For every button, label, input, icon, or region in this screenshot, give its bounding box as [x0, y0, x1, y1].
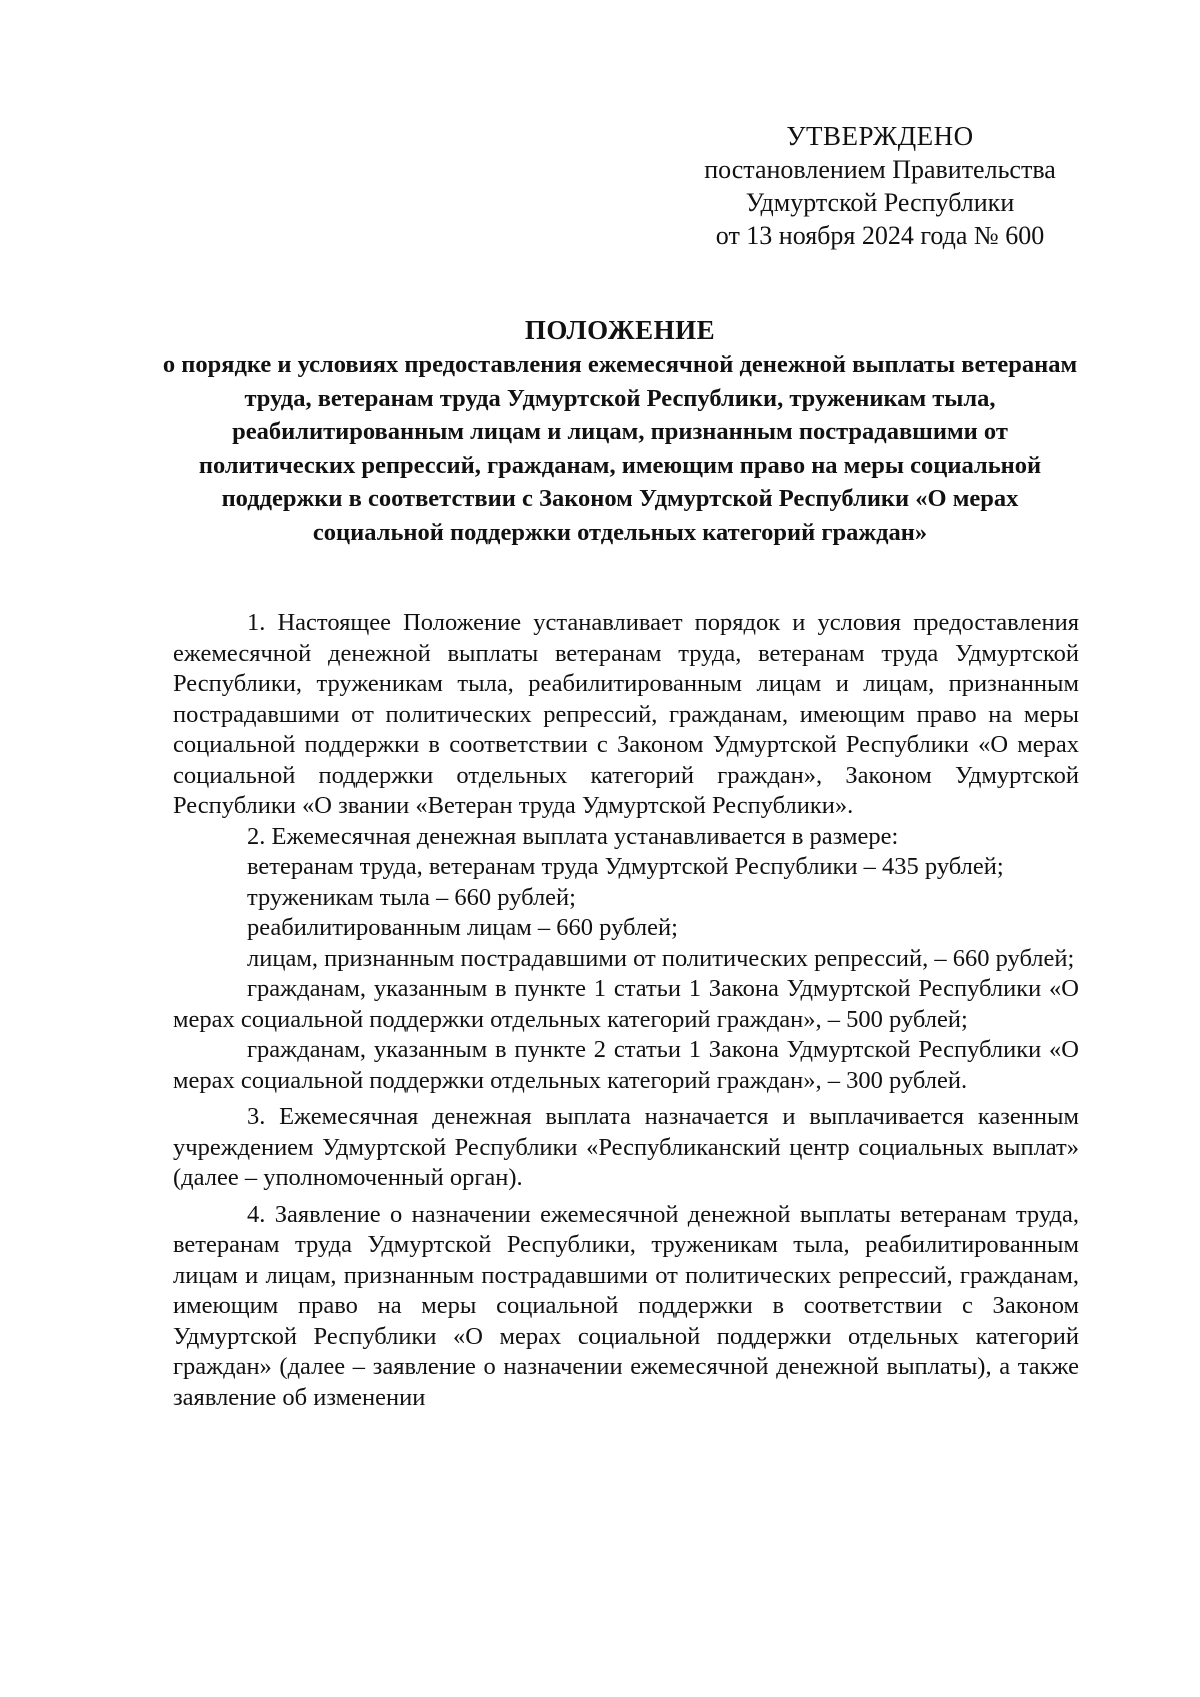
document-body [173, 608, 1079, 1413]
paragraph-1: 1. Настоящее Положение устанавливает порядок и условия предоставления ежемесячной денежной выплаты ветеранам труда, ветеранам труда Удмуртской Республики, труженикам тыла, реабилитированным лицам и лицам, признанным пострадавшими от политических репрессий, гражданам, имеющим право на меры социальной поддержки в соответствии с Законом Удмуртской Республики «О мерах социальной поддержки отдельных категорий граждан», Законом Удмуртской Республики «О звании «Ветеран труда Удмуртской Республики». [173, 609, 1079, 819]
paragraph-4: 4. Заявление о назначении ежемесячной денежной выплаты ветеранам труда, ветеранам труда Удмуртской Республики, труженикам тыла, реабилитированным лицам и лицам, признанным пострадавшими от политических репрессий, гражданам, имеющим право на меры социальной поддержки в соответствии с Законом Удмуртской Республики «О мерах социальной поддержки отдельных категорий граждан» (далее – заявление о назначении ежемесячной денежной выплаты), а также заявление об изменении [173, 1200, 1079, 1411]
payment-item-article1-point2: гражданам, указанным в пункте 2 статьи 1 Закона Удмуртской Республики «О мерах социальной поддержки отдельных категорий граждан», – 300 рублей. [173, 1036, 1079, 1094]
approval-date-line: от 13 ноября 2024 года № 600 [715, 221, 1045, 250]
document-title: ПОЛОЖЕНИЕ [524, 315, 716, 345]
approval-decree-line: постановлением Правительства [704, 155, 1056, 184]
payment-item-article1-point1: гражданам, указанным в пункте 1 статьи 1 Закона Удмуртской Республики «О мерах социальной поддержки отдельных категорий граждан», – 500 рублей; [173, 975, 1079, 1033]
payment-item-home-front: труженикам тыла – 660 рублей; [247, 883, 576, 911]
document-heading [160, 312, 1080, 549]
document-subtitle: о порядке и условиях предоставления ежемесячной денежной выплаты ветеранам труда, ветеранам труда Удмуртской Республики, труженикам тыла, реабилитированным лицам и лицам, признанным пострадавшими от политических репрессий, гражданам, имеющим право на меры социальной поддержки в соответствии с Законом Удмуртской Республики «О мерах социальной поддержки отдельных категорий граждан» [162, 351, 1078, 546]
approval-region-line: Удмуртской Республики [745, 188, 1015, 217]
payment-item-veterans: ветеранам труда, ветеранам труда Удмуртской Республики – 435 рублей; [247, 853, 1004, 880]
approval-stamp [690, 120, 1070, 252]
payment-item-repression-victims: лицам, признанным пострадавшими от политических репрессий, – 660 рублей; [247, 944, 1075, 972]
payment-item-rehabilitated: реабилитированным лицам – 660 рублей; [247, 914, 678, 941]
paragraph-2: 2. Ежемесячная денежная выплата устанавливается в размере: [247, 822, 899, 850]
approved-label: УТВЕРЖДЕНО [786, 121, 974, 151]
paragraph-3: 3. Ежемесячная денежная выплата назначается и выплачивается казенным учреждением Удмуртской Республики «Республиканский центр социальных выплат» (далее – уполномоченный орган). [173, 1103, 1079, 1191]
